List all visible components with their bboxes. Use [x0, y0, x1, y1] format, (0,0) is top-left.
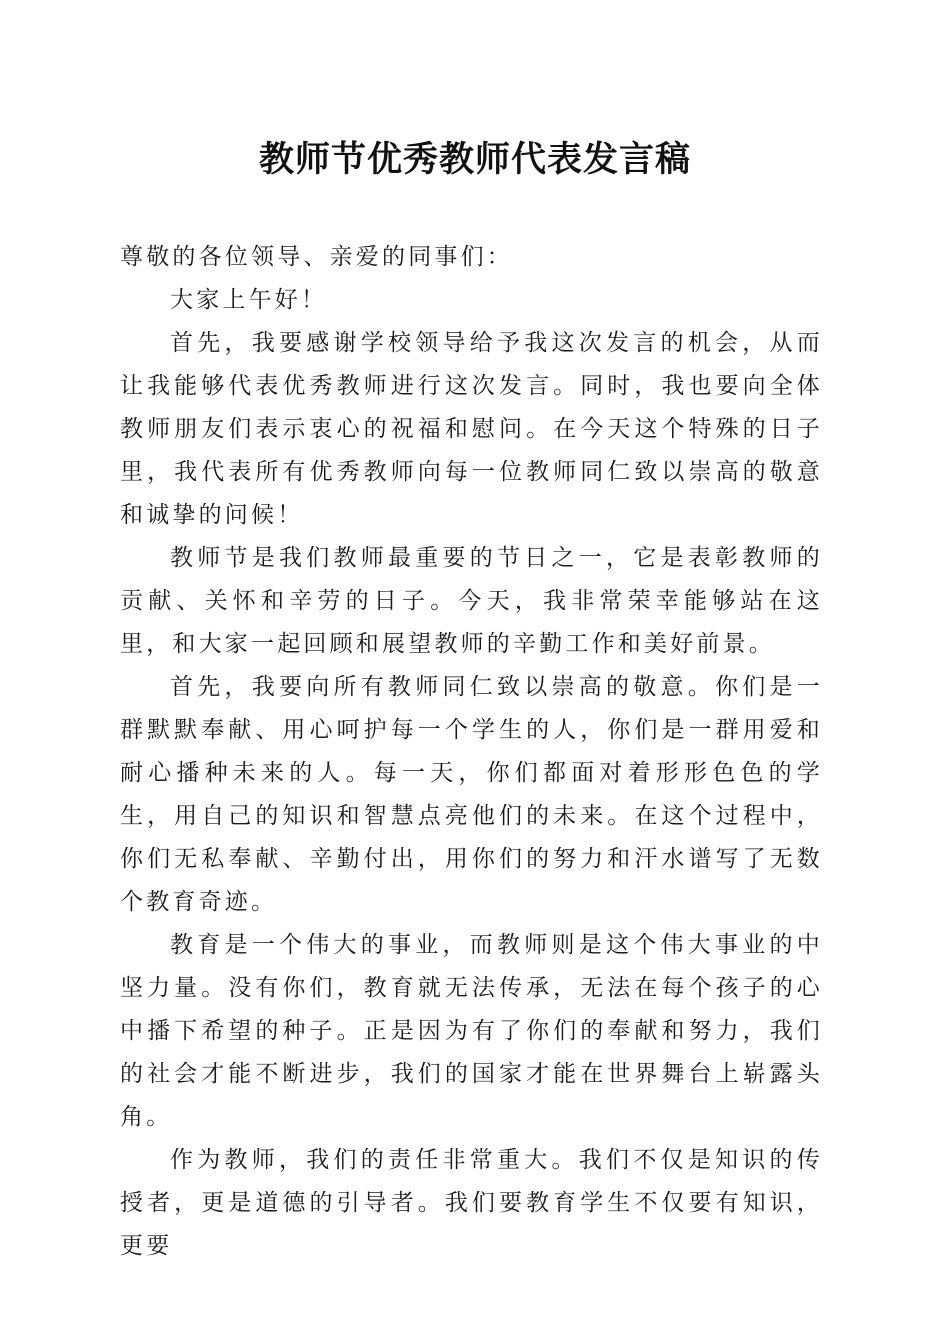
document-body [120, 236, 823, 1268]
paragraph: 作为教师，我们的责任非常重大。我们不仅是知识的传授者，更是道德的引导者。我们要教育学生不仅要有知识，更要 [120, 1147, 823, 1259]
document-title: 教师节优秀教师代表发言稿 [258, 139, 691, 180]
greeting: 大家上午好！ [170, 287, 328, 313]
paragraph: 教育是一个伟大的事业，而教师则是这个伟大事业的中坚力量。没有你们，教育就无法传承，无法在每个孩子的心中播下希望的种子。正是因为有了你们的奉献和努力，我们的社会才能不断进步，我们的国家才能在世界舞台上崭露头角。 [120, 932, 823, 1130]
salutation: 尊敬的各位领导、亲爱的同事们： [120, 244, 513, 270]
paragraph: 首先，我要感谢学校领导给予我这次发言的机会，从而让我能够代表优秀教师进行这次发言。同时，我也要向全体教师朋友们表示衷心的祝福和慰问。在今天这个特殊的日子里，我代表所有优秀教师向每一位教师同仁致以崇高的敬意和诚挚的问候！ [120, 330, 823, 528]
paragraph: 教师节是我们教师最重要的节日之一，它是表彰教师的贡献、关怀和辛劳的日子。今天，我非常荣幸能够站在这里，和大家一起回顾和展望教师的辛勤工作和美好前景。 [120, 545, 823, 657]
paragraph: 首先，我要向所有教师同仁致以崇高的敬意。你们是一群默默奉献、用心呵护每一个学生的人，你们是一群用爱和耐心播种未来的人。每一天，你们都面对着形形色色的学生，用自己的知识和智慧点亮他们的未来。在这个过程中，你们无私奉献、辛勤付出，用你们的努力和汗水谱写了无数个教育奇迹。 [120, 674, 823, 915]
